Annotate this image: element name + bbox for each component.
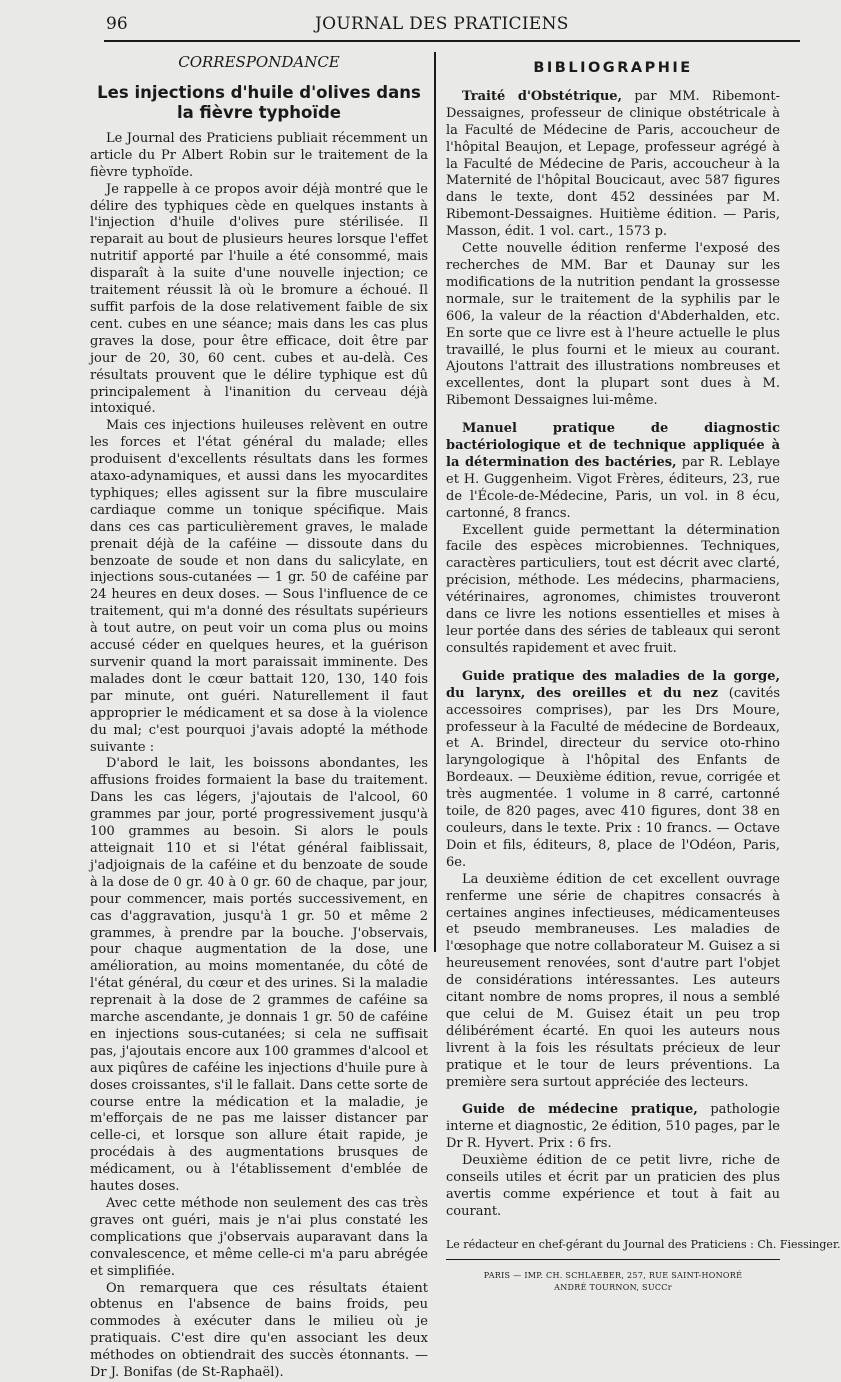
bibliography-citation bbox=[446, 421, 780, 522]
section-heading-bibliographie: BIBLIOGRAPHIE bbox=[533, 60, 693, 76]
article-paragraph: Je rappelle à ce propos avoir déjà montré que le délire des typhiques cède en quelques instants à l'injection d'huile d'olives pure stérilisée. Il reparait au bout de plusieurs heures lorsque l'effet nutritif apporté par l'huile a été consommé, mais disparaît à la suite d'une nouvelle injection; ce traitement réussit là où le bromure a échoué. Il suffit parfois de la dose relativement faible de six cent. cubes en une séance; mais dans les cas plus graves la dose, pour être efficace, doit être par jour de 20, 30, 60 cent. cubes et au-delà. Ces résultats prouvent que le délire typhique est dû principalement à l'inanition du cerveau déjà intoxiqué. bbox=[90, 181, 428, 417]
section-heading-correspondance: CORRESPONDANCE bbox=[178, 53, 340, 71]
citation-details: (cavités accessoires comprises), par les Drs Moure, professeur à la Faculté de médecine de Bordeaux, et A. Brindel, directeur du service oto-rhino laryngologique à l'hôpital des Enfants de Bordeaux. — Deuxième édition, revue, corrigée et très augmentée. 1 volume in 8 carré, cartonné toile, de 820 pages, avec 410 figures, dont 38 en couleurs, dans le texte. Prix : 10 francs. — Octave Doin et fils, éditeurs, 8, place de l'Odéon, Paris, 6e. bbox=[446, 685, 780, 870]
bibliography-review: Excellent guide permettant la détermination facile des espèces microbiennes. Techniques, caractères particuliers, tout est décrit avec clarté, précision, méthode. Les médecins, pharmaciens, vétérinaires, agronomes, chimistes trouveront dans ce livre les notions essentielles et mises à leur portée dans des séries de tableaux qui seront consultés rapidement et avec fruit. bbox=[446, 522, 780, 656]
book-title: Guide de médecine pratique, bbox=[462, 1102, 698, 1118]
journal-title: JOURNAL DES PRATICIENS bbox=[315, 14, 569, 34]
correspondence-column bbox=[90, 54, 428, 1382]
bibliography-entry bbox=[446, 669, 780, 1092]
book-title: Manuel pratique de diagnostic bactériologique et de technique appliquée à la détermination des bactéries, bbox=[446, 421, 780, 470]
book-title: Traité d'Obstétrique, bbox=[462, 88, 623, 104]
article-paragraph: Mais ces injections huileuses relèvent en outre les forces et l'état général du malade; elles produisent d'excellents résultats dans les formes ataxo-adynamiques, et aussi dans les myocardites typhiques; elles agissent sur la fibre musculaire cardiaque comme un tonique spécifique. Mais dans ces cas particulièrement graves, le malade prenait déjà de la caféine — dissoute dans du benzoate de soude et non dans du salicylate, en injections sous-cutanées — 1 gr. 50 de caféine par 24 heures en deux doses. — Sous l'influence de ce traitement, qui m'a donné des résultats supérieurs à tout autre, on peut voir un coma plus ou moins accusé céder en quelques heures, et la guérison survenir quand la mort paraissait imminente. Des malades dont le cœur battait 120, 130, 140 fois par minute, ont guéri. Naturellement il faut approprier le médicament et sa dose à la violence du mal; c'est pourquoi j'avais adopté la méthode suivante : bbox=[90, 418, 428, 755]
article-paragraph: D'abord le lait, les boissons abondantes, les affusions froides formaient la base du traitement. Dans les cas légers, j'ajoutais de l'alcool, 60 grammes par jour, porté progressivement jusqu'à 100 grammes au besoin. Si alors le pouls atteignait 110 et si l'état général faiblissait, j'adjoignais de la caféine et du benzoate de soude à la dose de 0 gr. 40 à 0 gr. 60 de chaque, par jour, pour commencer, mais portés successivement, en cas d'aggravation, jusqu'à 1 gr. 50 et même 2 grammes, à prendre par la bouche. J'observais, pour chaque augmentation de la dose, une amélioration, au moins momentanée, du côté de l'état général, du cœur et des urines. Si la maladie reprenait à la dose de 2 grammes de caféine sa marche ascendante, je donnais 1 gr. 50 de caféine en injections sous-cutanées; si cela ne suffisait pas, j'ajoutais encore aux 100 grammes d'alcool et aux piqûres de caféine les injections d'huile pure à doses croissantes, s'il le fallait. Dans cette sorte de course entre la médication et la maladie, je m'efforçais de ne pas me laisser distancer par celle-ci, et lorsque son allure était rapide, je procédais à des augmentations brusques de médicament, ou à l'établissement d'emblée de hautes doses. bbox=[90, 756, 428, 1195]
article-paragraph: Avec cette méthode non seulement des cas très graves ont guéri, mais je n'ai plus constaté les complications que j'observais auparavant dans la convalescence, et même celle-ci m'a paru abrégée et simplifiée. bbox=[90, 1196, 428, 1279]
bibliography-citation bbox=[446, 1102, 780, 1153]
citation-details: par R. Leblaye et H. Guggenheim. Vigot Frères, éditeurs, 23, rue de l'École-de-Médecine, Paris, un vol. in 8 écu, cartonné, 8 francs. bbox=[446, 454, 780, 521]
citation-details: pathologie interne et diagnostic, 2e édition, 510 pages, par le Dr R. Hyvert. Prix : 6 frs. bbox=[446, 1102, 780, 1152]
article-paragraph: On remarquera que ces résultats étaient obtenus en l'absence de bains froids, peu commodes à exécuter dans le milieu où je pratiquais. C'est dire qu'en associant les deux méthodes on obtiendrait des succès étonnants. — Dr J. Bonifas (de St-Raphaël). bbox=[90, 1280, 428, 1381]
bibliography-entry bbox=[446, 89, 780, 410]
editor-signature: Le rédacteur en chef-gérant du Journal des Praticiens : Ch. Fiessinger. bbox=[446, 1237, 780, 1260]
header-rule bbox=[104, 40, 800, 42]
column-divider bbox=[434, 52, 436, 952]
bibliography-review: La deuxième édition de cet excellent ouvrage renferme une série de chapitres consacrés à certaines angines infectieuses, médicamenteuses et pseudo membraneuses. Les maladies de l'œsophage que notre collaborateur M. Guisez a si heureusement renovées, sont d'autre part l'objet de considérations intéressantes. Les auteurs citant nombre de noms propres, il nous a semblé que celui de M. Guisez était un peu trop délibérément écarté. En quoi les auteurs nous livrent à la fois les résultats précieux de leur pratique et le tour de leurs préventions. La première sera surtout appréciée des lecteurs. bbox=[446, 871, 780, 1090]
printer-imprint bbox=[446, 1270, 780, 1294]
citation-details: par MM. Ribemont-Dessaignes, professeur de clinique obstétricale à la Faculté de Médecine de Paris, accoucheur de l'hôpital Beaujon, et Lepage, professeur agrégé à la Faculté de Médecine de Paris, accoucheur à la Maternité de l'hôpital Boucicaut, avec 587 figures dans le texte, dont 452 dessinées par M. Ribemont-Dessaignes. Huitième édition. — Paris, Masson, édit. 1 vol. cart., 1573 p. bbox=[446, 88, 780, 240]
bibliography-citation bbox=[446, 89, 780, 241]
page-header bbox=[0, 0, 800, 42]
article-paragraph: Le Journal des Praticiens publiait récemment un article du Pr Albert Robin sur le traitement de la fièvre typhoïde. bbox=[90, 130, 428, 180]
imprint-line: ANDRÉ TOURNON, SUCCr bbox=[554, 1282, 672, 1292]
bibliography-entry bbox=[446, 1102, 780, 1220]
imprint-line: PARIS — IMP. CH. SCHLAEBER, 257, RUE SAINT-HONORÉ bbox=[483, 1270, 743, 1280]
article-title: Les injections d'huile d'olives dans la fièvre typhoïde bbox=[97, 82, 421, 122]
bibliography-column bbox=[446, 54, 841, 1294]
bibliography-review: Deuxième édition de ce petit livre, riche de conseils utiles et écrit par un praticien des plus avertis comme expérience et tout à fait au courant. bbox=[446, 1153, 780, 1219]
bibliography-entry bbox=[446, 421, 780, 658]
book-title: Guide pratique des maladies de la gorge, du larynx, des oreilles et du nez bbox=[446, 668, 780, 701]
page-number: 96 bbox=[106, 14, 128, 34]
bibliography-citation bbox=[446, 669, 780, 872]
bibliography-review: Cette nouvelle édition renferme l'exposé des recherches de MM. Bar et Daunay sur les modifications de la nutrition pendant la grossesse normale, sur le traitement de la syphilis par le 606, la valeur de la réaction d'Abderhalden, etc. En sorte que ce livre est à l'heure actuelle le plus travaillé, le plus fourni et le mieux au courant. Ajoutons l'attrait des illustrations nombreuses et excellentes, dont la plupart sont dues à M. Ribemont Dessaignes lui-même. bbox=[446, 241, 780, 409]
